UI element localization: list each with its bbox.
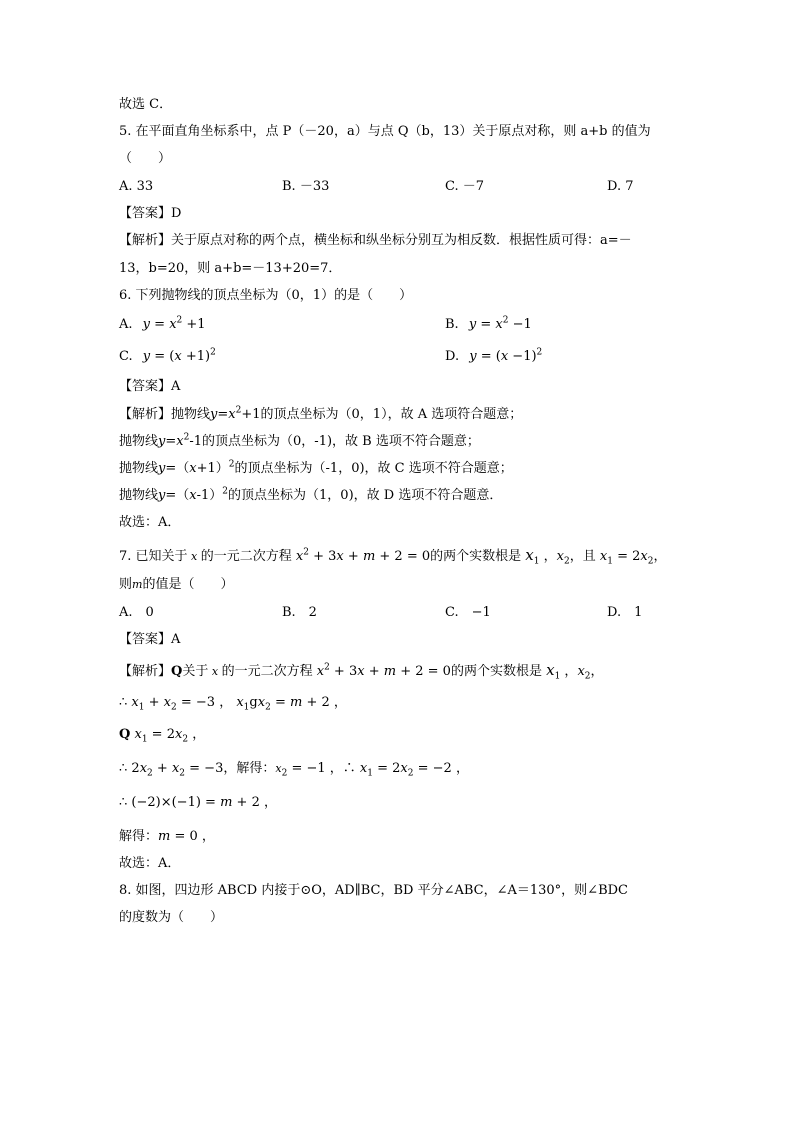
q7-option-c: C. −1 — [445, 605, 491, 620]
formula: y — [142, 317, 151, 332]
text-line: 故选 C． — [119, 97, 173, 112]
q7-stem: 7. 已知关于 x 的一元二次方程 $x^2 + 3x + m + 2 = 0$的两个实数根是 $x_1$ ，$x_2$，且 $x_1 = 2x_2$， — [119, 546, 667, 567]
option-label: B. — [445, 317, 459, 332]
q7-analysis-5: ∴ (−2)×(−1) = m + 2 ， — [119, 795, 277, 810]
q6-analysis-4: 抛物线$y=(x-1)^2$的顶点坐标为（1，0)，故 D 选项不符合题意． — [119, 486, 503, 503]
formula: y — [469, 349, 477, 364]
q6-option-a: A. $y = x^2 +1$ — [119, 315, 206, 332]
q5-stem: 5. 在平面直角坐标系中，点 P（－20，a）与点 Q（b，13）关于原点对称，则 a+b 的值为 — [119, 124, 651, 139]
q6-answer: 【答案】A — [119, 379, 181, 394]
q6-analysis-3: 抛物线$y=(x+1)^2$的顶点坐标为（-1，0)，故 C 选项不符合题意； — [119, 459, 513, 476]
q6-option-d: D. $y = (x -1)^2$ — [445, 347, 543, 364]
q7-analysis-2: ∴ $x_1 + x_2 = -3$ ， $x_1gx_2 = m + 2$ ， — [119, 695, 347, 713]
q6-stem: 6. 下列抛物线的顶点坐标为（0，1）的是（ ） — [119, 288, 413, 303]
option-label: D. — [445, 349, 460, 364]
q7-option-d: D. 1 — [607, 605, 643, 620]
option-label: A. — [119, 317, 133, 332]
q5-option-c: C. －7 — [445, 179, 485, 194]
q5-analysis-cont: 13，b=20，则 a+b=－13+20=7． — [119, 261, 342, 276]
q6-option-c: C. $y = (x +1)^2$ — [119, 347, 216, 364]
q7-stem-cont: 则m的值是（ ） — [119, 577, 234, 592]
q6-analysis-2: 抛物线$y=x^2-1$的顶点坐标为（0，-1)，故 B 选项不符合题意； — [119, 432, 480, 449]
formula: y — [142, 349, 151, 364]
q7-analysis-6: 解得：m = 0 ， — [119, 829, 215, 844]
q6-option-b: B. $y = x^2 -1$ — [445, 315, 532, 332]
formula: y — [468, 317, 477, 332]
q5-answer: 【答案】D — [119, 206, 182, 221]
q7-option-b: B. 2 — [282, 605, 317, 620]
q7-analysis-3: Q $x_1 = 2x_2$ ， — [119, 727, 206, 745]
q5-option-d: D. 7 — [607, 179, 634, 194]
q7-analysis-4: ∴ $2x_2 + x_2 = -3$，解得：$x_2 = -1$ ，∴ $x_1 = 2x_2 = -2$ ， — [119, 761, 469, 779]
q8-stem-cont: 的度数为（ ） — [119, 910, 224, 925]
q7-conclusion: 故选：A． — [119, 856, 181, 871]
q7-answer: 【答案】A — [119, 632, 181, 647]
q5-analysis: 【解析】关于原点对称的两个点，横坐标和纵坐标分别互为相反数．根据性质可得：a=－ — [119, 233, 632, 248]
q6-conclusion: 故选：A． — [119, 515, 181, 530]
q5-stem-bracket: （ ） — [119, 151, 172, 166]
q6-analysis-1: 【解析】抛物线$y=x^2+1$的顶点坐标为（0，1），故 A 选项符合题意； — [119, 405, 523, 422]
q7-analysis-1: 【解析】Q关于 x 的一元二次方程 $x^2 + 3x + m + 2 = 0$的两个实数根是 $x_1$ ，$x_2$， — [119, 661, 604, 682]
option-label: C. — [119, 349, 133, 364]
q8-stem: 8. 如图，四边形 ABCD 内接于⊙O，AD∥BC，BD 平分∠ABC，∠A＝130°，则∠BDC — [119, 883, 628, 898]
q5-option-b: B. －33 — [282, 179, 330, 194]
therefore-glyph: Q — [171, 664, 183, 679]
q5-option-a: A. 33 — [119, 179, 154, 194]
q7-option-a: A. 0 — [119, 605, 154, 620]
